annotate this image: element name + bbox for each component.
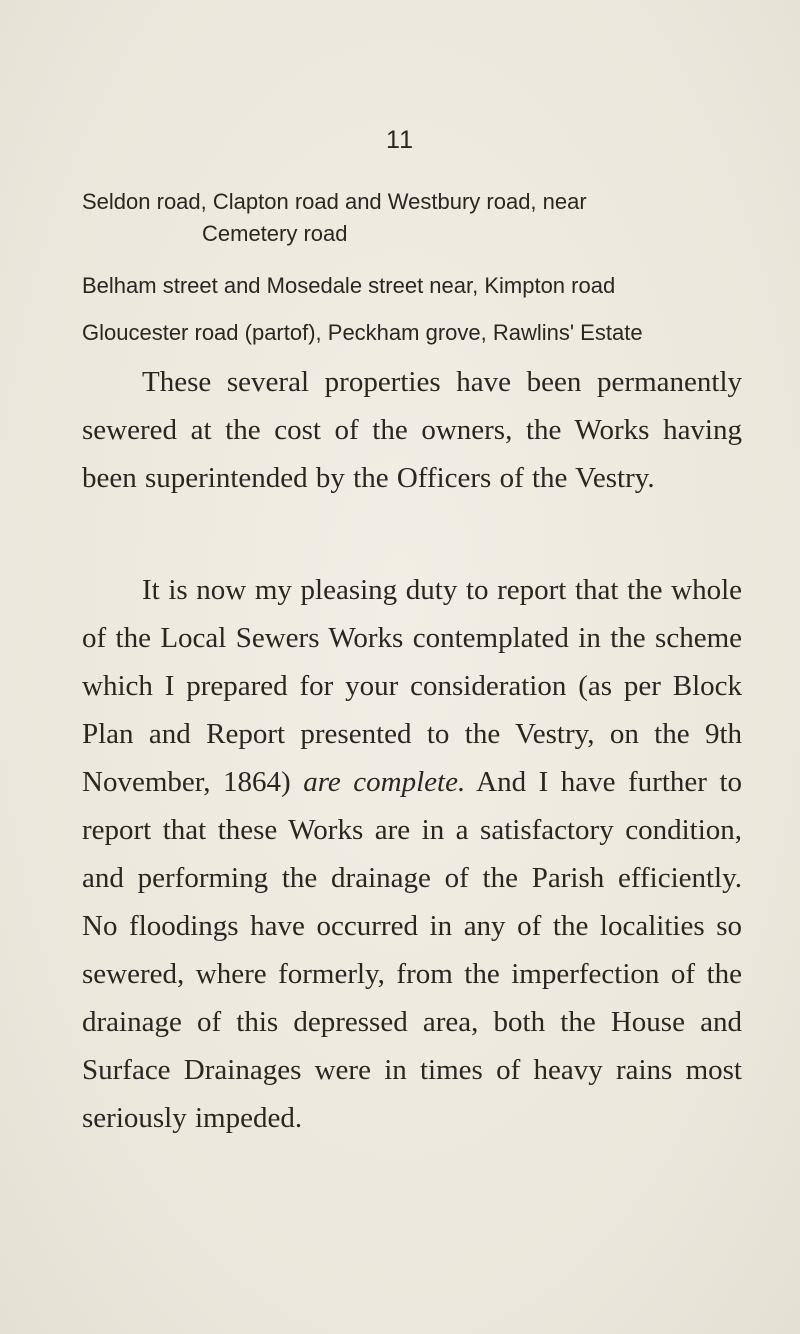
paragraph-2-text <box>82 566 742 1142</box>
paragraph-2-emphasis: are complete. <box>303 766 466 798</box>
location-entry: Gloucester road (partof), Peckham grove, Rawlins' Estate <box>82 320 643 345</box>
location-list <box>82 186 742 349</box>
location-entry: Belham street and Mosedale street near, Kimpton road <box>82 273 616 298</box>
location-entry-continuation: Cemetery road <box>202 221 348 246</box>
spacer <box>82 250 742 270</box>
location-entry: Seldon road, Clapton road and Westbury road, near <box>82 189 587 214</box>
paragraph-1 <box>82 358 742 502</box>
paragraph-2-part-2: And I have further to report that these Works are in a satisfactory condition, and performing the drainage of the Parish efficiently. No floodings have occurred in any of the localities so sewered, where formerly, from the imperfection of the drainage of this depressed area, both the House and Surface Drainages were in times of heavy rains most seriously impeded. <box>82 766 742 1134</box>
spacer <box>82 302 742 317</box>
paragraph-1-text: These several properties have been permanently sewered at the cost of the owners, the Works having been superintended by the Officers of the Vestry. <box>82 366 742 494</box>
page-number: 11 <box>386 126 414 154</box>
paragraph-2-part-1: It is now my pleasing duty to report that the whole of the Local Sewers Works contemplated in the scheme which I prepared for your consideration (as per Block Plan and Report presented to the Vestry, on the 9th November, 1864) <box>82 574 742 798</box>
paragraph-2 <box>82 566 742 1142</box>
